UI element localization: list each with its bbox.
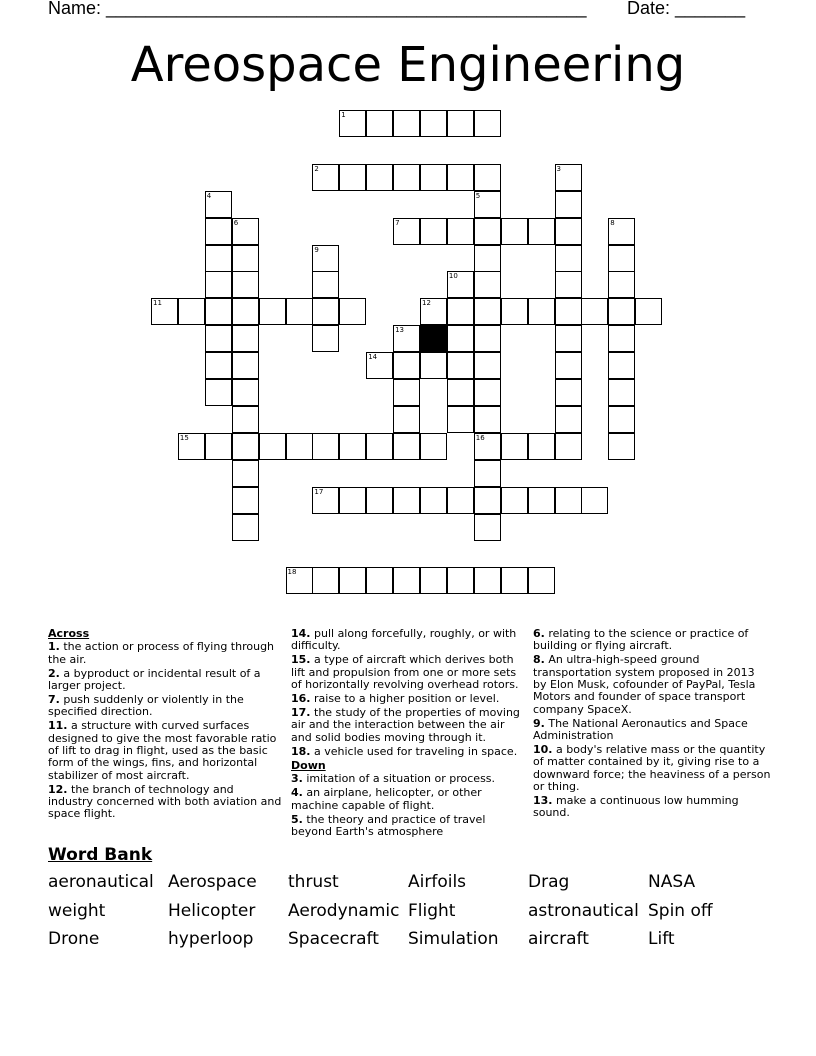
crossword-cell[interactable]	[447, 164, 474, 191]
word-bank-item: aeronautical	[48, 872, 154, 892]
crossword-cell[interactable]	[339, 298, 366, 325]
crossword-cell[interactable]	[608, 218, 635, 245]
crossword-cell[interactable]	[581, 298, 608, 325]
clue-number: 13	[395, 326, 405, 335]
black-cell	[420, 325, 447, 352]
crossword-cell[interactable]	[501, 487, 528, 514]
crossword-cell[interactable]	[312, 567, 339, 594]
crossword-cell[interactable]	[555, 325, 582, 352]
crossword-cell[interactable]	[501, 218, 528, 245]
crossword-cell[interactable]	[581, 487, 608, 514]
crossword-cell[interactable]	[474, 218, 501, 245]
crossword-cell[interactable]	[447, 567, 474, 594]
word-bank-item: Aerospace	[168, 872, 257, 892]
crossword-cell[interactable]	[474, 487, 501, 514]
crossword-cell[interactable]	[366, 110, 393, 137]
crossword-cell[interactable]	[312, 298, 339, 325]
crossword-cell[interactable]	[205, 218, 232, 245]
crossword-cell[interactable]	[608, 352, 635, 379]
crossword-cell[interactable]	[312, 164, 339, 191]
clue-down-9: 9. The National Aeronautics and Space Administration	[533, 716, 748, 742]
crossword-cell[interactable]	[555, 352, 582, 379]
crossword-cell[interactable]	[608, 325, 635, 352]
crossword-cell[interactable]	[420, 164, 447, 191]
crossword-cell[interactable]	[501, 567, 528, 594]
crossword-cell[interactable]	[286, 298, 313, 325]
word-bank-item: Simulation	[408, 929, 499, 949]
crossword-cell[interactable]	[555, 245, 582, 272]
clue-across-15: 15. a type of aircraft which derives both lift and propulsion from one or more sets of horizontally revolving overhead rotors.	[291, 653, 519, 691]
word-bank-item: NASA	[648, 872, 696, 892]
crossword-cell[interactable]	[286, 433, 313, 460]
clue-across-12: 12. the branch of technology and industry concerned with both aviation and space flight.	[48, 782, 282, 821]
crossword-cell[interactable]	[312, 325, 339, 352]
crossword-cell[interactable]	[447, 379, 474, 406]
crossword-cell[interactable]	[555, 379, 582, 406]
crossword-cell[interactable]	[420, 567, 447, 594]
crossword-cell[interactable]	[474, 514, 501, 541]
word-bank-item: Drone	[48, 929, 100, 949]
clue-across-17: 17. the study of the properties of moving air and the interaction between the air and solid bodies moving through it.	[291, 706, 520, 744]
crossword-cell[interactable]	[447, 487, 474, 514]
crossword-cell[interactable]	[555, 191, 582, 218]
crossword-cell[interactable]	[501, 433, 528, 460]
crossword-cell[interactable]	[420, 110, 447, 137]
clue-across-11: 11. a structure with curved surfaces designed to give the most favorable ratio of lift to drag in flight, used as the basic form of the wings, fins, and horizontal stabilizer of most aircraft.	[48, 719, 277, 782]
clue-number: 10	[448, 272, 458, 281]
crossword-cell[interactable]	[447, 271, 474, 298]
crossword-cell[interactable]	[205, 191, 232, 218]
crossword-cell[interactable]	[555, 164, 582, 191]
crossword-cell[interactable]	[205, 245, 232, 272]
crossword-cell[interactable]	[474, 433, 501, 460]
crossword-cell[interactable]	[232, 379, 259, 406]
clue-down-5: 5. the theory and practice of travel beyond Earth's atmosphere	[291, 812, 486, 839]
clue-number: 17	[314, 487, 324, 496]
crossword-cell[interactable]	[312, 271, 339, 298]
clue-number: 1	[341, 111, 346, 119]
word-bank-item: hyperloop	[168, 929, 254, 949]
crossword-cell[interactable]	[339, 110, 366, 137]
crossword-cell[interactable]	[474, 406, 501, 433]
clue-across-18: 18. a vehicle used for traveling in space.	[291, 744, 518, 758]
date-field[interactable]: Date: _______	[627, 0, 746, 18]
crossword-cell[interactable]	[608, 271, 635, 298]
clue-number: 12	[422, 299, 431, 308]
clue-number: 18	[287, 568, 297, 577]
crossword-cell[interactable]	[232, 406, 259, 433]
crossword-cell[interactable]	[393, 218, 420, 245]
crossword-cell[interactable]	[447, 406, 474, 433]
clue-down-6: 6. relating to the science or practice of building or flying aircraft.	[533, 627, 749, 653]
crossword-cell[interactable]	[232, 218, 259, 245]
clue-number: 3	[556, 164, 561, 173]
crossword-cell[interactable]	[366, 352, 393, 379]
crossword-cell[interactable]	[555, 433, 582, 460]
crossword-cell[interactable]	[555, 298, 582, 325]
crossword-cell[interactable]	[528, 487, 555, 514]
crossword-cell[interactable]	[608, 433, 635, 460]
clue-number: 5	[475, 191, 481, 200]
word-bank-row	[48, 929, 768, 958]
crossword-cell[interactable]	[205, 271, 232, 298]
crossword-cell[interactable]	[474, 164, 501, 191]
crossword-cell[interactable]	[447, 325, 474, 352]
crossword-cell[interactable]	[555, 218, 582, 245]
clue-number: 2	[314, 164, 319, 173]
clue-down-4: 4. an airplane, helicopter, or other machine capable of flight.	[291, 786, 482, 812]
clue-down-3: 3. imitation of a situation or process.	[291, 772, 496, 786]
crossword-cell[interactable]	[366, 164, 393, 191]
word-bank-item: Helicopter	[168, 900, 256, 921]
word-bank-row	[48, 901, 768, 930]
clues-column-2	[291, 628, 521, 840]
word-bank	[48, 872, 768, 958]
crossword-cell[interactable]	[259, 433, 286, 460]
crossword-cell[interactable]	[178, 433, 205, 460]
crossword-cell[interactable]	[555, 406, 582, 433]
clue-down-13: 13. make a continuous low humming sound.	[533, 794, 739, 820]
crossword-cell[interactable]	[205, 325, 232, 352]
clue-down-8: 8. An ultra-high-speed ground transportation system proposed in 2013 by Elon Musk, cofounder of PayPal, Tesla Motors and founder of space transport company SpaceX.	[533, 653, 756, 716]
crossword-cell[interactable]	[447, 352, 474, 379]
word-bank-item: Spin off	[648, 900, 713, 921]
crossword-cell[interactable]	[393, 110, 420, 137]
crossword-cell[interactable]	[366, 567, 393, 594]
word-bank-item: weight	[48, 900, 106, 921]
crossword-cell[interactable]	[420, 218, 447, 245]
crossword-cell[interactable]	[151, 298, 178, 325]
crossword-cell[interactable]	[474, 298, 501, 325]
crossword-cell[interactable]	[232, 433, 259, 460]
crossword-cell[interactable]	[339, 487, 366, 514]
crossword-cell[interactable]	[474, 352, 501, 379]
crossword-cell[interactable]	[393, 164, 420, 191]
word-bank-item: Drag	[528, 872, 570, 892]
crossword-cell[interactable]	[232, 298, 259, 325]
crossword-cell[interactable]	[232, 271, 259, 298]
crossword-cell[interactable]	[635, 298, 662, 325]
word-bank-item: Aerodynamic	[288, 900, 400, 921]
crossword-cell[interactable]	[608, 379, 635, 406]
crossword-cell[interactable]	[232, 460, 259, 487]
clue-number: 7	[395, 218, 400, 227]
clue-number: 14	[368, 353, 378, 362]
crossword-cell[interactable]	[447, 298, 474, 325]
crossword-cell[interactable]	[232, 514, 259, 541]
crossword-cell[interactable]	[608, 245, 635, 272]
crossword-cell[interactable]	[528, 218, 555, 245]
crossword-cell[interactable]	[393, 379, 420, 406]
crossword-cell[interactable]	[205, 433, 232, 460]
clues-column-1	[48, 628, 282, 822]
crossword-cell[interactable]	[393, 433, 420, 460]
word-bank-item: Flight	[408, 900, 456, 921]
crossword-cell[interactable]	[393, 325, 420, 352]
crossword-cell[interactable]	[528, 567, 555, 594]
crossword-cell[interactable]	[393, 406, 420, 433]
crossword-cell[interactable]	[232, 487, 259, 514]
crossword-cell[interactable]	[205, 379, 232, 406]
across-heading: Across	[48, 627, 90, 640]
crossword-cell[interactable]	[339, 433, 366, 460]
crossword-cell[interactable]	[420, 352, 447, 379]
clue-number: 8	[610, 218, 615, 227]
clues-column-3	[533, 628, 771, 821]
crossword-cell[interactable]	[286, 567, 313, 594]
crossword-cell[interactable]	[555, 271, 582, 298]
crossword-cell[interactable]	[474, 567, 501, 594]
crossword-cell[interactable]	[528, 433, 555, 460]
crossword-cell[interactable]	[474, 325, 501, 352]
crossword-cell[interactable]	[501, 298, 528, 325]
crossword-cell[interactable]	[555, 487, 582, 514]
clue-number: 11	[153, 299, 162, 308]
clue-across-2: 2. a byproduct or incidental result of a larger project.	[48, 666, 261, 692]
crossword-cell[interactable]	[366, 487, 393, 514]
crossword-cell[interactable]	[420, 487, 447, 514]
clue-number: 9	[314, 245, 319, 254]
crossword-cell[interactable]	[528, 298, 555, 325]
clue-number: 4	[206, 191, 212, 200]
crossword-cell[interactable]	[339, 164, 366, 191]
clue-across-16: 16. raise to a higher position or level.	[291, 692, 500, 706]
word-bank-item: Airfoils	[408, 872, 467, 892]
word-bank-item: Lift	[648, 929, 675, 949]
crossword-cell[interactable]	[420, 433, 447, 460]
crossword-cell[interactable]	[366, 433, 393, 460]
crossword-cell[interactable]	[608, 298, 635, 325]
word-bank-item: aircraft	[528, 929, 589, 949]
crossword-cell[interactable]	[259, 298, 286, 325]
crossword-cell[interactable]	[393, 487, 420, 514]
clue-number: 16	[475, 433, 485, 442]
clue-across-7: 7. push suddenly or violently in the specified direction.	[48, 693, 244, 719]
clue-number: 15	[179, 433, 189, 442]
crossword-cell[interactable]	[447, 218, 474, 245]
crossword-cell[interactable]	[205, 352, 232, 379]
clue-across-14: 14. pull along forcefully, roughly, or with difficulty.	[291, 627, 517, 653]
page-title: Areospace Engineering	[130, 37, 686, 93]
clue-number: 6	[233, 218, 239, 227]
crossword-cell[interactable]	[474, 110, 501, 137]
crossword-cell[interactable]	[474, 460, 501, 487]
crossword-cell[interactable]	[232, 352, 259, 379]
down-heading: Down	[291, 758, 326, 772]
crossword-cell[interactable]	[232, 245, 259, 272]
crossword-cell[interactable]	[474, 271, 501, 298]
crossword-cell[interactable]	[474, 191, 501, 218]
crossword-cell[interactable]	[420, 298, 447, 325]
word-bank-item: astronautical	[528, 900, 639, 921]
name-field[interactable]: Name: ________________________________________________	[48, 0, 587, 18]
crossword-cell[interactable]	[393, 567, 420, 594]
crossword-cell[interactable]	[312, 433, 339, 460]
crossword-cell[interactable]	[312, 245, 339, 272]
crossword-cell[interactable]	[339, 567, 366, 594]
crossword-cell[interactable]	[608, 406, 635, 433]
crossword-cell[interactable]	[178, 298, 205, 325]
word-bank-title: Word Bank	[48, 845, 153, 865]
crossword-cell[interactable]	[232, 325, 259, 352]
word-bank-row	[48, 872, 768, 901]
crossword-cell[interactable]	[393, 352, 420, 379]
crossword-cell[interactable]	[312, 487, 339, 514]
word-bank-item: thrust	[288, 872, 339, 892]
crossword-cell[interactable]	[474, 379, 501, 406]
clue-across-1: 1. the action or process of flying through the air.	[48, 640, 275, 666]
crossword-cell[interactable]	[205, 298, 232, 325]
word-bank-item: Spacecraft	[288, 929, 379, 949]
clue-down-10: 10. a body's relative mass or the quantity of matter contained by it, giving rise to a downward force; the heaviness of a person or thing.	[533, 743, 771, 793]
crossword-cell[interactable]	[474, 245, 501, 272]
crossword-cell[interactable]	[447, 110, 474, 137]
